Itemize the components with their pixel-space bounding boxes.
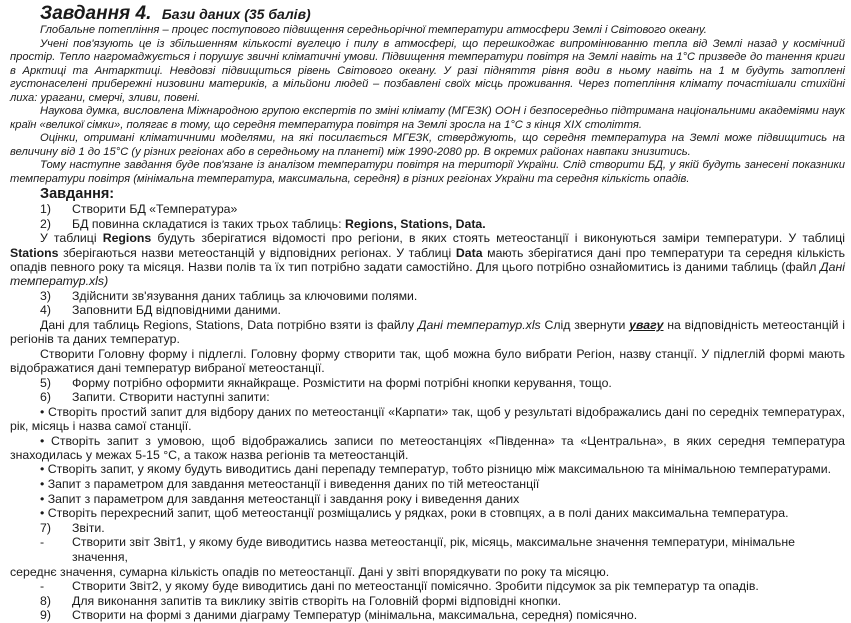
task-item-4 — [40, 303, 845, 318]
task-item-1 — [40, 202, 845, 217]
item-number: 7) — [40, 520, 51, 535]
task-item-9 — [40, 608, 845, 623]
file-name: Дані температур.xls) — [10, 260, 845, 289]
tables-description — [10, 231, 845, 289]
dash-marker: - — [40, 535, 45, 550]
text-run: будуть зберігатися відомості про регіони, в яких стоять метеостанції і виконуються заміри температури. У таблиці — [151, 231, 845, 246]
item-number: 6) — [40, 390, 51, 405]
item-text: Форму потрібно оформити якнайкраще. Розмістити на формі потрібні кнопки керування, тощо. — [72, 375, 612, 390]
report-item-1 — [40, 535, 845, 564]
text-run: Слід звернути — [540, 318, 630, 332]
table-name-stations: Stations — [10, 245, 59, 260]
text-run: на відповідність метеостанцій і регіонів та даних температур. — [10, 318, 845, 347]
task-title: Завдання 4. — [40, 3, 152, 24]
table-name-regions: Regions — [102, 231, 152, 246]
query-item: • Запит з параметром для завдання метеостанції і завдання року і виведення даних — [40, 491, 520, 506]
task-item-3 — [40, 289, 845, 304]
report-item-2 — [40, 579, 845, 594]
item-number: 1) — [40, 202, 51, 216]
task-item-8 — [40, 594, 845, 609]
item-text: Створити Звіт2, у якому буде виводитись дані по метеостанції помісячно. Зробити підсумок за рік температур та опадів. — [72, 579, 759, 593]
intro-paragraph: Оцінки, отримані кліматичними моделями, на які посилається МГЕЗК, стверджують, що середня температура на Землі може підвищитись на величину від 1 до 15°С (у різних регіонах або в середньому на планеті) між 1990-2080 рр. В окремих районах навпаки знизитись. — [10, 132, 845, 158]
item-text: Створити на формі з даними діаграму Температур (мінімальна, максимальна, середня) помісячно. — [72, 608, 638, 623]
text-run: Дані для таблиць Regions, Stations, Data потрібно взяти із файлу — [40, 318, 418, 332]
task-item-6 — [40, 390, 845, 405]
item-text: Створити звіт Звіт1, у якому буде виводитись назва метеостанції, рік, місяць, максимальне значення температури, мінімальне значення, — [72, 535, 795, 564]
file-name: Дані температур.xls — [417, 318, 541, 332]
item-text: Створити БД «Температура» — [72, 202, 238, 216]
text-run: У таблиці — [40, 231, 103, 246]
item-number: 4) — [40, 303, 51, 318]
query-item: • Створіть запит з умовою, щоб відображались записи по метеостанціях «Південна» та «Центральна», в яких середня температура знаходилась у межах 5-15 °С, а також назва регіонів та метеостанцій. — [10, 433, 845, 463]
attention-word: увагу — [629, 318, 664, 332]
intro-paragraph: Глобальне потепління – процес поступового підвищення середньорічної температури атмосфери Землі і Світового океану. — [40, 24, 707, 36]
intro-paragraph: Учені пов'язують це із збільшенням кількості вуглецю і пилу в атмосфері, що перешкоджає випромінюванню тепла від Землі назад у космічний простір. Тепло нагромаджується і порушує звичні кліматичні умови. Підвищення температури повітря на Землі навіть на 1°С призведе до танення криги в Арктиці та Антарктиці. Невдовзі підвищиться рівень Світового океану. У разі підняття рівня води в ньому навіть на 1 м будуть затоплені густонаселені прибережні низовини материків, а мільйони людей – позбавлені своїх місць проживання. Через потепління клімату почастішали стихійні лиха: урагани, смерчі, зливи, повені. — [10, 37, 845, 104]
intro-paragraph: Наукова думка, висловлена Міжнародною групою експертів по зміні клімату (МГЕЗК) ООН і безпосередньо підтримана національними академіями наук країн «великої сімки», полягає в тому, що середня температура повітря на Землі зросла на 1°С з кінця ХІХ століття. — [10, 105, 845, 131]
task-subtitle: Бази даних (35 балів) — [161, 6, 311, 22]
item-number: 9) — [40, 608, 51, 623]
intro-paragraph: Тому наступне завдання буде пов'язане із аналізом температури повітря на території України. Слід створити БД, у якій будуть занесені показники температури повітря (мінімальна температура, максимальна, середня) в різних регіонах України та середня кількість опадів. — [10, 159, 845, 185]
table-name-data: Data — [455, 245, 483, 260]
intro-section — [10, 24, 845, 186]
task-heading — [40, 4, 845, 24]
query-item: • Створіть запит, у якому будуть виводитись дані перепаду температур, тобто різницю між максимальною та мінімальною температурами. — [40, 462, 831, 477]
item-number: 8) — [40, 593, 51, 608]
item-number: 5) — [40, 375, 51, 390]
item-text: Заповнити БД відповідними даними. — [72, 303, 281, 318]
query-item: • Створіть простий запит для відбору даних по метеостанції «Карпати» так, щоб у результаті відображались дані по середніх температурах, рік, місяць і назва самої станції. — [10, 404, 845, 434]
item-text: Для виконання запитів та виклику звітів створіть на Головній формі відповідні кнопки. — [72, 593, 561, 608]
text-run: зберігаються назви метеостанцій у відповідних регіонах. У таблиці — [58, 245, 456, 260]
item-text: БД повинна складатися із таких трьох таблиць: — [72, 216, 345, 231]
task-item-2 — [40, 217, 845, 232]
item-number: 2) — [40, 216, 51, 231]
item-text: Запити. Створити наступні запити: — [72, 390, 270, 405]
data-source-paragraph — [10, 318, 845, 347]
dash-marker: - — [40, 579, 45, 593]
item-number: 3) — [40, 288, 51, 303]
tasks-section — [10, 202, 845, 623]
tasks-heading: Завдання: — [40, 186, 115, 202]
forms-paragraph: Створити Головну форму і підлеглі. Головну форму створити так, щоб можна було вибрати Регіон, назву станції. У підлеглій формі мають відображатися дані температур вибраної метеостанції. — [10, 346, 845, 376]
query-item: • Запит з параметром для завдання метеостанції і виведення даних по тій метеостанції — [40, 477, 540, 492]
text-run: мають зберігатися дані про температури та середня кількість опадів певного року та місяця. Назви полів та їх тип потрібно задати самостійно. Для цього потрібно ознайомитись із даними таблиць (файл — [10, 245, 845, 274]
item-text: Здійснити зв'язування даних таблиць за ключовими полями. — [72, 288, 418, 303]
task-item-7 — [40, 521, 845, 536]
task-item-5 — [40, 376, 845, 391]
query-item: • Створіть перехресний запит, щоб метеостанції розміщались у рядках, роки в стовпцях, а в полі даних максимальна температура. — [40, 506, 789, 521]
table-names: Regions, Stations, Data. — [344, 216, 486, 231]
report-item-1-continuation: середнє значення, сумарна кількість опадів по метеостанції. Дані у звіті впорядкувати по року та місяцю. — [10, 564, 610, 579]
item-text: Звіти. — [72, 520, 105, 535]
document-page — [10, 4, 845, 623]
